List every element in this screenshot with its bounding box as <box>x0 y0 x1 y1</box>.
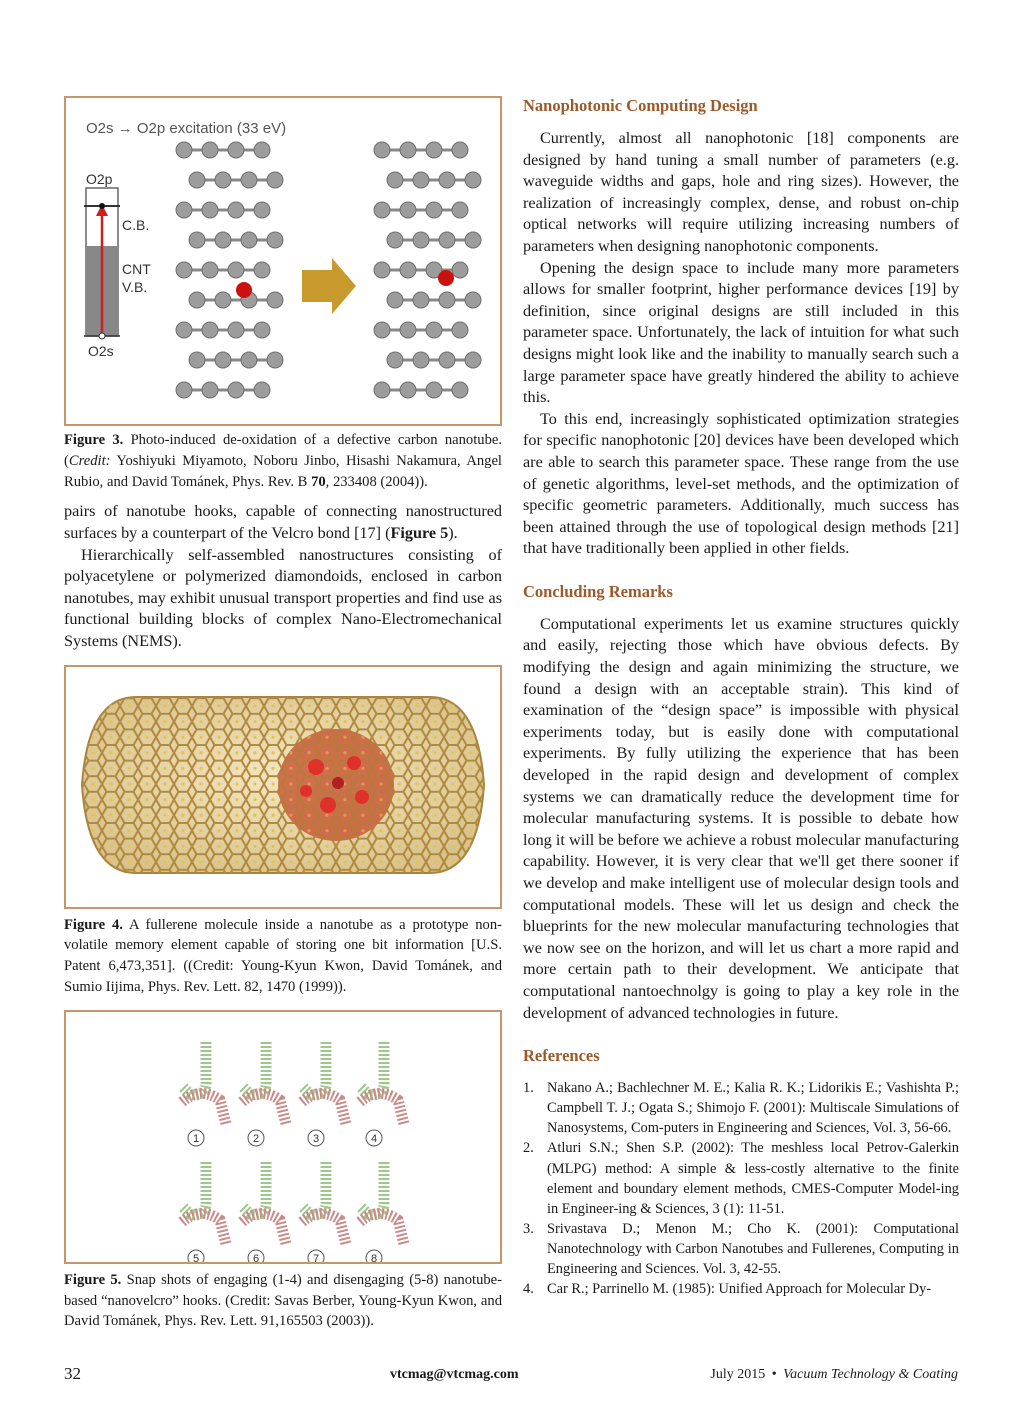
carbon-atom <box>387 232 403 248</box>
carbon-atom <box>202 262 218 278</box>
reference-number: 3. <box>523 1220 534 1237</box>
figure-4-caption <box>64 915 502 998</box>
carbon-atom <box>254 142 270 158</box>
page-number: 32 <box>64 1364 81 1383</box>
oxygen-atom-before <box>236 282 252 298</box>
fullerene-molecule <box>278 729 394 841</box>
hook-number-label: 5 <box>192 1252 200 1262</box>
carbon-atom <box>176 202 192 218</box>
green-hook <box>302 1162 326 1215</box>
carbon-atom <box>387 172 403 188</box>
reference-text: Atluri S.N.; Shen S.P. (2002): The meshless local Petrov-Galerkin (MLPG) method: A simple & less-costly alternative to the finite element and boundary element methods, CMES-Computer Model-ing in Engineer-ing & Sciences, 3 (1): 11-51. <box>547 1140 959 1217</box>
reference-number: 2. <box>523 1140 534 1157</box>
carbon-atom <box>202 322 218 338</box>
carbon-atom <box>176 142 192 158</box>
figure-5-reference: Figure 5 <box>390 523 449 542</box>
carbon-atom <box>374 202 390 218</box>
reference-text: Srivastava D.; Menon M.; Cho K. (2001): Computational Nanotechnology with Carbon Nanotubes and Fullerenes, Computing in Engineering and Sciences. Vol. 3, 42-55. <box>547 1220 959 1277</box>
green-hook <box>360 1042 384 1095</box>
carbon-atom <box>202 202 218 218</box>
figure-5-label: Figure 5. <box>64 1271 122 1288</box>
footer-publication: Vacuum Technology & Coating <box>783 1367 958 1382</box>
label-vb: V.B. <box>122 279 148 295</box>
label-cb: C.B. <box>122 217 150 233</box>
figure-3-caption-text-2: Yoshiyuki Miyamoto, Noboru Jinbo, Hisashi Nakamura, Angel Rubio, and David Tománek, Phys. Rev. B <box>64 452 502 490</box>
carbon-atom <box>254 322 270 338</box>
carbon-atom <box>426 322 442 338</box>
carbon-atom <box>387 292 403 308</box>
carbon-atom <box>254 262 270 278</box>
figure-4 <box>64 665 502 909</box>
references-list <box>523 1078 959 1299</box>
carbon-atom <box>439 292 455 308</box>
hook-number-label: 6 <box>252 1252 260 1262</box>
reference-number: 1. <box>523 1080 534 1097</box>
green-hook <box>242 1162 266 1215</box>
carbon-atom <box>439 352 455 368</box>
carbon-atom <box>228 322 244 338</box>
figure-3-label: Figure 3. <box>64 432 124 448</box>
hook-number-label: 3 <box>312 1132 320 1145</box>
green-hook <box>302 1042 326 1095</box>
green-hook <box>182 1042 206 1095</box>
figure-3-panel-title: O2s → O2p excitation (33 eV) <box>86 120 287 137</box>
label-cnt: CNT <box>122 261 151 277</box>
figure-3-caption-text-3: , 233408 (2004)). <box>325 473 428 490</box>
right-column <box>523 96 959 1299</box>
left-paragraph-1-text-a: pairs of nanotube hooks, capable of connecting nanostructured surfaces by a counterpart of the Velcro bond [17] ( <box>64 502 502 542</box>
carbon-atom <box>374 382 390 398</box>
label-o2s: O2s <box>88 343 114 359</box>
carbon-atom <box>254 382 270 398</box>
green-hook <box>182 1162 206 1215</box>
carbon-atom <box>413 232 429 248</box>
figure-4-caption-text: A fullerene molecule inside a nanotube as a prototype non-volatile memory element capable of storing one bit information [U.S. Patent 6,473,351]. ((Credit: Young-Kyun Kwon, David Tománek, and Sumio Iijima, Phys. Rev. Lett. 82, 1470 (1999)). <box>64 916 502 995</box>
figure-3-volume: 70 <box>311 473 326 490</box>
carbon-atom <box>465 292 481 308</box>
carbon-atom <box>215 232 231 248</box>
carbon-atom <box>413 292 429 308</box>
reference-item <box>523 1078 959 1138</box>
nanotube-after <box>374 142 481 398</box>
footer-issue-date: July 2015 <box>710 1367 766 1382</box>
label-o2p: O2p <box>86 171 113 187</box>
carbon-atom <box>189 352 205 368</box>
footer-bullet: • <box>771 1367 777 1382</box>
carbon-atom <box>267 232 283 248</box>
carbon-atom <box>228 262 244 278</box>
right-paragraph-4: Computational experiments let us examine structures quickly and easily, rejecting those which have obvious defects. By modifying the design and again minimizing the structure, we found a design with an acceptable strain). This kind of examination of the “design space” is impossible with physical experiments today, but is easily done with computational experiments. By fully utilizing the experience that has been developed in the rapid design and development of complex systems we can dramatically reduce the development time for molecular manufacturing systems. It is possible to debate how long it will be before we achieve a robust molecular manufacturing capability. However, it is very clear that we'll get there sooner if we develop and make intelligent use of molecular design tools and computational models. These will let us design and check the blueprints for the new molecular manufacturing technologies that we now see on the horizon, and will let us chart a more rapid and more certain path to their development. We anticipate that computational nantoechnolgy is going to play a key role in the development of advanced technologies in future. <box>523 614 959 1022</box>
footer-issue <box>710 1367 958 1383</box>
figure-3-caption-text-1: Photo-induced de-oxidation of a defective carbon nanotube. ( <box>64 432 503 469</box>
carbon-atom <box>228 202 244 218</box>
carbon-atom <box>400 142 416 158</box>
carbon-atom <box>400 202 416 218</box>
carbon-atom <box>452 322 468 338</box>
carbon-atom <box>215 172 231 188</box>
figure-3-caption <box>64 430 502 492</box>
carbon-atom <box>374 142 390 158</box>
reference-number: 4. <box>523 1281 534 1298</box>
carbon-atom <box>202 382 218 398</box>
reference-text: Car R.; Parrinello M. (1985): Unified Approach for Molecular Dy- <box>547 1281 932 1298</box>
carbon-atom <box>465 232 481 248</box>
nanotube-before <box>176 142 283 398</box>
carbon-atom <box>413 352 429 368</box>
section-heading-nanophotonic: Nanophotonic Computing Design <box>523 96 758 115</box>
carbon-atom <box>176 382 192 398</box>
right-paragraph-3: To this end, increasingly sophisticated optimization strategies for specific nanophotonic [20] devices have been developed which are able to search this parameter space. These range from the use of genetic algorithms, level-set methods, and the optimization of specific geometric parameters. Additionally, much success has been attained through the use of topological design methods [21] that have traditionally been applied in other fields. <box>523 409 959 558</box>
oxygen-atom-after <box>438 270 454 286</box>
carbon-atom <box>374 322 390 338</box>
carbon-atom <box>426 142 442 158</box>
carbon-atom <box>400 382 416 398</box>
carbon-atom <box>400 262 416 278</box>
carbon-atom <box>189 292 205 308</box>
carbon-atom <box>413 172 429 188</box>
carbon-atom <box>241 172 257 188</box>
carbon-atom <box>228 382 244 398</box>
figure-4-image <box>66 667 500 907</box>
carbon-atom <box>267 352 283 368</box>
section-heading-concluding: Concluding Remarks <box>523 581 673 601</box>
carbon-atom <box>267 292 283 308</box>
carbon-atom <box>374 262 390 278</box>
carbon-atom <box>267 172 283 188</box>
carbon-atom <box>400 322 416 338</box>
hook-number-label: 2 <box>252 1132 260 1145</box>
process-arrow <box>302 258 356 314</box>
carbon-atom <box>439 172 455 188</box>
left-column <box>64 96 502 1332</box>
hook-number-label: 7 <box>312 1252 320 1262</box>
carbon-atom <box>387 352 403 368</box>
carbon-atom <box>254 202 270 218</box>
carbon-atom <box>189 172 205 188</box>
carbon-atom <box>452 382 468 398</box>
right-paragraph-1: Currently, almost all nanophotonic [18] components are designed by hand tuning a small number of parameters (e.g. waveguide widths and gaps, hole and ring sizes). However, the realization of increasingly complex, dense, and robust on-chip optical networks will require utilizing increasing numbers of parameters when designing nanophotonic components. <box>523 129 959 255</box>
figure-5 <box>64 1010 502 1264</box>
footer-email: vtcmag@vtcmag.com <box>390 1367 519 1382</box>
reference-item <box>523 1219 959 1279</box>
hook-number-label: 8 <box>370 1252 378 1262</box>
reference-item <box>523 1138 959 1218</box>
carbon-atom <box>452 262 468 278</box>
figure-3-image <box>66 98 500 424</box>
figure-3-credit-label: Credit: <box>68 452 111 469</box>
carbon-atom <box>452 142 468 158</box>
carbon-atom <box>202 142 218 158</box>
carbon-atom <box>176 322 192 338</box>
reference-text: Nakano A.; Bachlechner M. E.; Kalia R. K.; Lidorikis E.; Vashishta P.; Campbell T. J.; Ogata S.; Shimojo F. (2001): Multiscale Simulations of Nanosystems, Com-puters in Engineering and Sciences, Vol. 3, 56-66. <box>547 1080 959 1137</box>
green-hook <box>360 1162 384 1215</box>
carbon-atom <box>439 232 455 248</box>
right-paragraph-2: Opening the design space to include many more parameters allows for smaller footprint, higher performance devices [19] by definition, since original designs are still included in this parameter space. Unfortunately, the lack of intuition for what such designs might look like and the inability to manually search such a large parameter space have greatly hindered the ability to achieve this. <box>523 258 959 407</box>
carbon-atom <box>426 202 442 218</box>
figure-4-label: Figure 4. <box>64 916 123 933</box>
carbon-atom <box>189 232 205 248</box>
section-heading-references: References <box>523 1046 600 1066</box>
left-paragraph-1-text-b: ). <box>448 523 458 542</box>
carbon-atom <box>215 292 231 308</box>
reference-item <box>523 1279 959 1299</box>
figure-5-image <box>66 1012 500 1262</box>
carbon-atom <box>426 382 442 398</box>
figure-5-caption-text: Snap shots of engaging (1-4) and disengaging (5-8) nanotube-based “nanovelcro” hooks. (Credit: Savas Berber, Young-Kyun Kwon, and David Tománek, Phys. Rev. Lett. 91,165503 (2003)). <box>64 1271 502 1330</box>
carbon-atom <box>241 352 257 368</box>
carbon-atom <box>452 202 468 218</box>
carbon-atom <box>465 172 481 188</box>
left-paragraph-1 <box>64 501 502 544</box>
figure-3 <box>64 96 502 426</box>
hook-number-label: 4 <box>370 1132 378 1145</box>
green-hook <box>242 1042 266 1095</box>
carbon-atom <box>176 262 192 278</box>
carbon-atom <box>241 232 257 248</box>
carbon-atom <box>465 352 481 368</box>
carbon-atom <box>215 352 231 368</box>
left-paragraph-2: Hierarchically self-assembled nanostructures consisting of polyacetylene or polymerized diamondoids, enclosed in carbon nanotubes, may exhibit unusual transport properties and find use as functional building blocks of complex Nano-Electromechanical Systems (NEMS). <box>64 545 502 650</box>
hook-number-label: 1 <box>192 1132 200 1145</box>
figure-5-caption <box>64 1270 502 1332</box>
carbon-atom <box>228 142 244 158</box>
